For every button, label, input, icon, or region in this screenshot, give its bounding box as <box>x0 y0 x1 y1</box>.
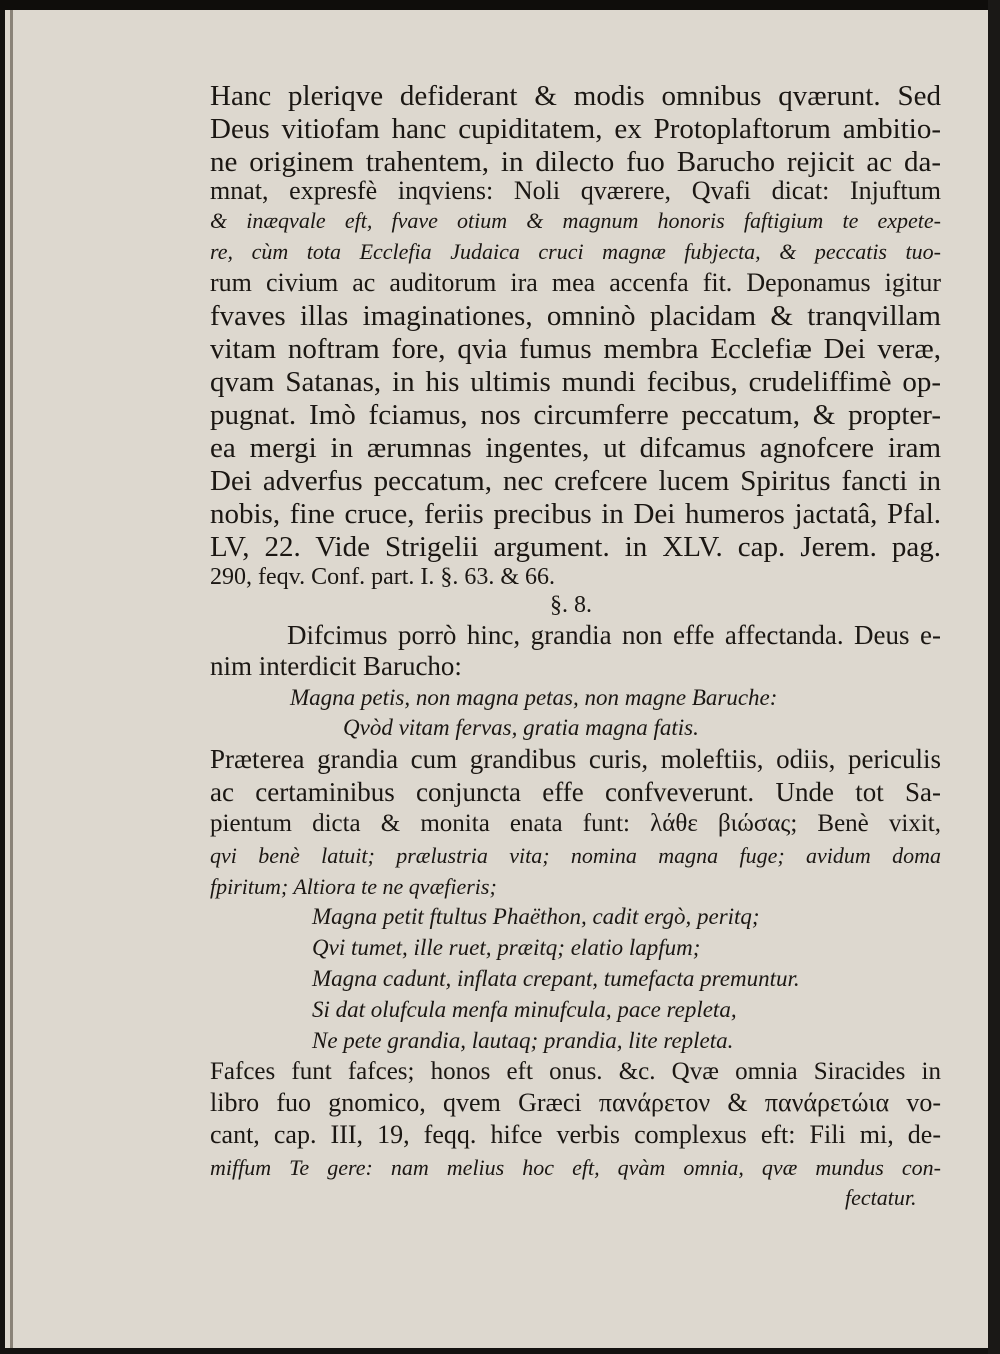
text-line: ne originem trahentem, in dilecto fuo Barucho rejicit ac da- <box>210 146 941 178</box>
text-line: Deus vitiofam hanc cupiditatem, ex Protoplaftorum ambitio- <box>210 113 941 145</box>
verse-line: Si dat olufcula menfa minufcula, pace repleta, <box>312 997 737 1022</box>
text-line: nobis, fine cruce, feriis precibus in Dei humeros jactatâ, Pfal. <box>210 498 941 530</box>
verse-line: Magna cadunt, inflata crepant, tumefacta premuntur. <box>312 966 800 991</box>
text-line: nim interdicit Barucho: <box>210 651 462 681</box>
text-line: Dei adverfus peccatum, nec crefcere lucem Spiritus fancti in <box>210 465 941 497</box>
text-line: fvaves illas imaginationes, omninò placidam & tranqvillam <box>210 300 941 332</box>
text-line: pientum dicta & monita enata funt: λάθε βιώσας; Benè vixit, <box>210 810 941 837</box>
verse-line: Magna petit ftultus Phaëthon, cadit ergò, peritq; <box>312 904 760 929</box>
text-line: cant, cap. III, 19, feqq. hifce verbis complexus eft: Fili mi, de- <box>210 1120 941 1149</box>
text-line: miffum Te gere: nam melius hoc eft, qvàm omnia, qvæ mundus con- <box>210 1155 941 1180</box>
scan-top-edge <box>0 0 1000 10</box>
text-line: rum civium ac auditorum ira mea accenfa fit. Deponamus igitur <box>210 268 941 297</box>
text-line: Hanc pleriqve defiderant & modis omnibus qværunt. Sed <box>210 80 941 112</box>
text-line: re, cùm tota Ecclefia Judaica cruci magnæ fubjecta, & peccatis tuo- <box>210 239 941 264</box>
text-line: mnat, expresfè inqviens: Noli qværere, Qvafi dicat: Injuftum <box>210 176 941 205</box>
text-line: qvam Satanas, in his ultimis mundi fecibus, crudeliffimè op- <box>210 366 941 398</box>
text-line: 290, feqv. Conf. part. I. §. 63. & 66. <box>210 564 556 590</box>
text-line: ea mergi in ærumnas ingentes, ut difcamus agnofcere iram <box>210 432 941 464</box>
page-fold-shadow <box>10 10 13 1348</box>
text-line: fectatur. <box>845 1185 917 1210</box>
text-line: qvi benè latuit; prælustria vita; nomina magna fuge; avidum doma <box>210 843 941 868</box>
text-line: Difcimus porrò hinc, grandia non effe affectanda. Deus e- <box>287 620 941 650</box>
text-line: vitam noftram fore, qvia fumus membra Ecclefiæ Dei veræ, <box>210 333 941 365</box>
text-line: LV, 22. Vide Strigelii argument. in XLV. cap. Jerem. pag. <box>210 531 941 563</box>
verse-line: Magna petis, non magna petas, non magne Baruche: <box>290 685 778 710</box>
book-page <box>5 10 988 1348</box>
verse-line: Qvi tumet, ille ruet, præitq; elatio lapfum; <box>312 935 701 960</box>
text-line: libro fuo gnomico, qvem Græci πανάρετον & πανάρετώια vo- <box>210 1088 941 1117</box>
verse-line: Qvòd vitam fervas, gratia magna fatis. <box>343 715 699 740</box>
text-line: Præterea grandia cum grandibus curis, moleftiis, odiis, periculis <box>210 744 941 774</box>
text-line: & inæqvale eft, fvave otium & magnum honoris faftigium te expete- <box>210 208 941 233</box>
section-number: §. 8. <box>550 592 592 618</box>
text-line: ac certaminibus conjuncta effe confveverunt. Unde tot Sa- <box>210 777 941 807</box>
text-line: fpiritum; Altiora te ne qvæfieris; <box>210 874 497 899</box>
scan-right-edge <box>988 0 1000 1354</box>
text-line: Fafces funt fafces; honos eft onus. &c. Qvæ omnia Siracides in <box>210 1058 941 1085</box>
verse-line: Ne pete grandia, lautaq; prandia, lite repleta. <box>312 1028 734 1053</box>
text-line: pugnat. Imò fciamus, nos circumferre peccatum, & propter- <box>210 399 941 431</box>
